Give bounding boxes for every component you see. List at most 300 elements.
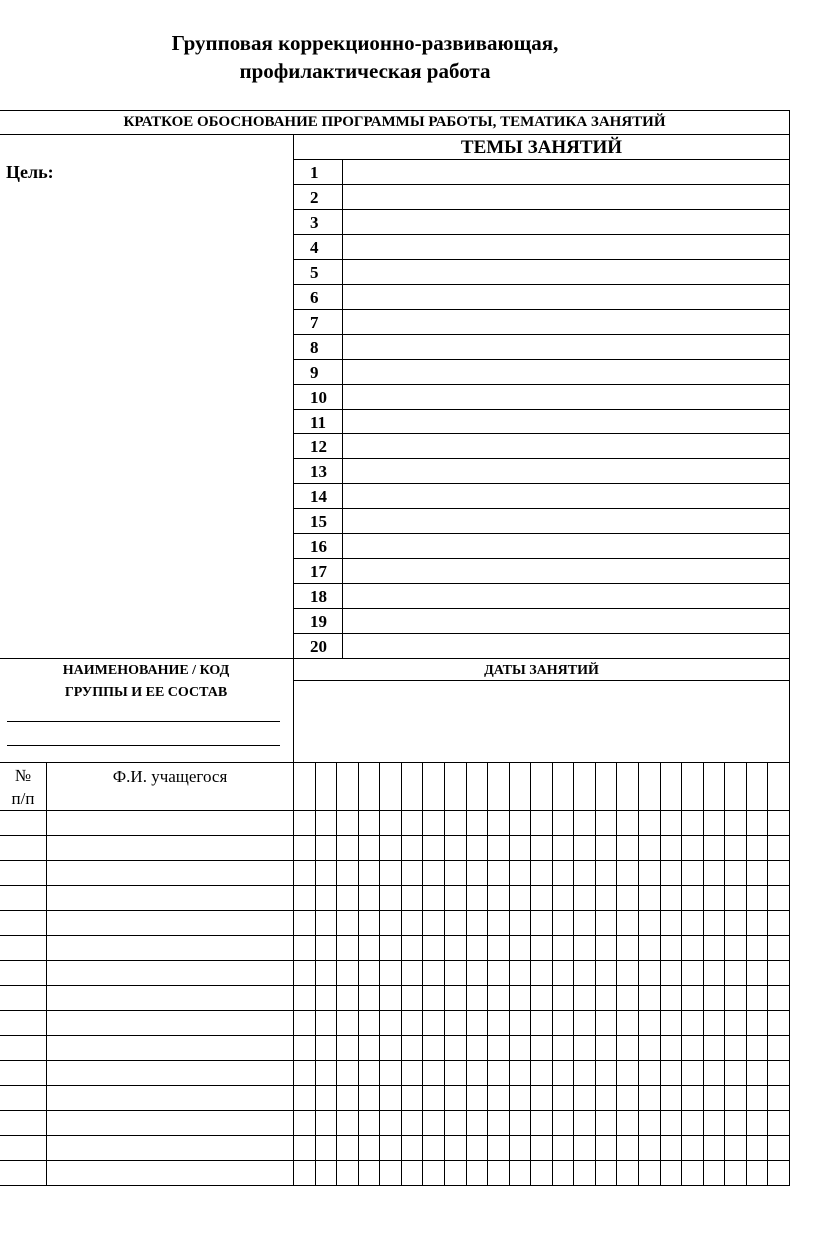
row-number-cell[interactable] <box>0 1161 46 1185</box>
attendance-cell[interactable] <box>445 1011 466 1035</box>
attendance-cell[interactable] <box>467 1086 488 1110</box>
attendance-cell[interactable] <box>423 936 444 960</box>
student-name-cell[interactable] <box>47 1111 293 1135</box>
attendance-cell[interactable] <box>380 1011 401 1035</box>
attendance-cell[interactable] <box>488 1061 509 1085</box>
student-name-cell[interactable] <box>47 911 293 935</box>
attendance-cell[interactable] <box>639 936 660 960</box>
attendance-cell[interactable] <box>661 911 682 935</box>
attendance-cell[interactable] <box>747 1061 768 1085</box>
attendance-cell[interactable] <box>510 811 531 835</box>
attendance-cell[interactable] <box>337 1136 358 1160</box>
attendance-cell[interactable] <box>467 836 488 860</box>
attendance-cell[interactable] <box>661 961 682 985</box>
topic-field[interactable] <box>344 310 788 334</box>
attendance-cell[interactable] <box>574 1036 595 1060</box>
attendance-cell[interactable] <box>639 1161 660 1185</box>
attendance-cell[interactable] <box>661 886 682 910</box>
attendance-cell[interactable] <box>768 861 789 885</box>
attendance-cell[interactable] <box>402 936 423 960</box>
attendance-cell[interactable] <box>337 986 358 1010</box>
student-name-cell[interactable] <box>47 1086 293 1110</box>
attendance-cell[interactable] <box>488 961 509 985</box>
attendance-cell[interactable] <box>316 861 337 885</box>
attendance-cell[interactable] <box>445 836 466 860</box>
attendance-cell[interactable] <box>704 1111 725 1135</box>
attendance-cell[interactable] <box>445 986 466 1010</box>
attendance-cell[interactable] <box>380 1161 401 1185</box>
attendance-cell[interactable] <box>359 836 380 860</box>
attendance-cell[interactable] <box>639 1011 660 1035</box>
attendance-cell[interactable] <box>768 986 789 1010</box>
attendance-cell[interactable] <box>488 861 509 885</box>
topic-field[interactable] <box>344 559 788 583</box>
student-name-cell[interactable] <box>47 836 293 860</box>
attendance-cell[interactable] <box>661 1161 682 1185</box>
attendance-cell[interactable] <box>488 1111 509 1135</box>
attendance-cell[interactable] <box>725 1061 746 1085</box>
attendance-cell[interactable] <box>596 811 617 835</box>
attendance-cell[interactable] <box>747 961 768 985</box>
attendance-cell[interactable] <box>596 1161 617 1185</box>
attendance-cell[interactable] <box>423 1011 444 1035</box>
attendance-cell[interactable] <box>467 1036 488 1060</box>
date-header-cell[interactable] <box>359 763 380 810</box>
attendance-cell[interactable] <box>445 936 466 960</box>
attendance-cell[interactable] <box>380 1061 401 1085</box>
attendance-cell[interactable] <box>423 1161 444 1185</box>
attendance-cell[interactable] <box>380 1036 401 1060</box>
attendance-cell[interactable] <box>510 1136 531 1160</box>
topic-field[interactable] <box>344 410 788 434</box>
attendance-cell[interactable] <box>294 911 315 935</box>
student-name-cell[interactable] <box>47 886 293 910</box>
attendance-cell[interactable] <box>617 1111 638 1135</box>
date-header-cell[interactable] <box>617 763 638 810</box>
attendance-cell[interactable] <box>553 1086 574 1110</box>
attendance-cell[interactable] <box>445 1111 466 1135</box>
attendance-cell[interactable] <box>553 1061 574 1085</box>
attendance-cell[interactable] <box>704 936 725 960</box>
attendance-cell[interactable] <box>423 886 444 910</box>
attendance-cell[interactable] <box>661 1011 682 1035</box>
attendance-cell[interactable] <box>725 1036 746 1060</box>
topic-field[interactable] <box>344 360 788 384</box>
attendance-cell[interactable] <box>359 1086 380 1110</box>
attendance-cell[interactable] <box>294 1061 315 1085</box>
row-number-cell[interactable] <box>0 986 46 1010</box>
row-number-cell[interactable] <box>0 911 46 935</box>
attendance-cell[interactable] <box>402 886 423 910</box>
attendance-cell[interactable] <box>682 1136 703 1160</box>
attendance-cell[interactable] <box>725 911 746 935</box>
attendance-cell[interactable] <box>510 1161 531 1185</box>
attendance-cell[interactable] <box>596 911 617 935</box>
attendance-cell[interactable] <box>510 1061 531 1085</box>
attendance-cell[interactable] <box>574 861 595 885</box>
attendance-cell[interactable] <box>747 1086 768 1110</box>
attendance-cell[interactable] <box>704 811 725 835</box>
student-name-cell[interactable] <box>47 1136 293 1160</box>
group-code-field[interactable] <box>7 727 279 745</box>
attendance-cell[interactable] <box>747 936 768 960</box>
attendance-cell[interactable] <box>445 961 466 985</box>
attendance-cell[interactable] <box>574 911 595 935</box>
attendance-cell[interactable] <box>423 1086 444 1110</box>
student-name-cell[interactable] <box>47 861 293 885</box>
attendance-cell[interactable] <box>617 911 638 935</box>
attendance-cell[interactable] <box>682 1111 703 1135</box>
attendance-cell[interactable] <box>531 936 552 960</box>
attendance-cell[interactable] <box>316 1011 337 1035</box>
attendance-cell[interactable] <box>596 861 617 885</box>
attendance-cell[interactable] <box>380 861 401 885</box>
attendance-cell[interactable] <box>574 886 595 910</box>
attendance-cell[interactable] <box>661 1036 682 1060</box>
student-name-cell[interactable] <box>47 1061 293 1085</box>
date-header-cell[interactable] <box>768 763 789 810</box>
attendance-cell[interactable] <box>639 836 660 860</box>
student-name-cell[interactable] <box>47 1011 293 1035</box>
topic-field[interactable] <box>344 584 788 608</box>
attendance-cell[interactable] <box>467 1011 488 1035</box>
date-header-cell[interactable] <box>423 763 444 810</box>
student-name-cell[interactable] <box>47 936 293 960</box>
attendance-cell[interactable] <box>445 1136 466 1160</box>
attendance-cell[interactable] <box>574 936 595 960</box>
attendance-cell[interactable] <box>704 961 725 985</box>
attendance-cell[interactable] <box>510 911 531 935</box>
attendance-cell[interactable] <box>768 886 789 910</box>
attendance-cell[interactable] <box>488 1161 509 1185</box>
date-header-cell[interactable] <box>402 763 423 810</box>
attendance-cell[interactable] <box>316 1136 337 1160</box>
attendance-cell[interactable] <box>768 1011 789 1035</box>
attendance-cell[interactable] <box>725 1011 746 1035</box>
attendance-cell[interactable] <box>402 961 423 985</box>
attendance-cell[interactable] <box>294 886 315 910</box>
date-header-cell[interactable] <box>747 763 768 810</box>
attendance-cell[interactable] <box>596 1036 617 1060</box>
attendance-cell[interactable] <box>725 861 746 885</box>
attendance-cell[interactable] <box>768 936 789 960</box>
attendance-cell[interactable] <box>617 1136 638 1160</box>
attendance-cell[interactable] <box>445 1036 466 1060</box>
attendance-cell[interactable] <box>423 1111 444 1135</box>
attendance-cell[interactable] <box>337 911 358 935</box>
attendance-cell[interactable] <box>661 1111 682 1135</box>
attendance-cell[interactable] <box>467 911 488 935</box>
attendance-cell[interactable] <box>510 861 531 885</box>
attendance-cell[interactable] <box>661 836 682 860</box>
attendance-cell[interactable] <box>488 911 509 935</box>
attendance-cell[interactable] <box>423 1036 444 1060</box>
attendance-cell[interactable] <box>294 811 315 835</box>
attendance-cell[interactable] <box>488 1011 509 1035</box>
attendance-cell[interactable] <box>402 986 423 1010</box>
attendance-cell[interactable] <box>402 861 423 885</box>
attendance-cell[interactable] <box>531 836 552 860</box>
date-header-cell[interactable] <box>467 763 488 810</box>
row-number-cell[interactable] <box>0 936 46 960</box>
date-header-cell[interactable] <box>337 763 358 810</box>
attendance-cell[interactable] <box>531 1086 552 1110</box>
attendance-cell[interactable] <box>294 1161 315 1185</box>
row-number-cell[interactable] <box>0 811 46 835</box>
row-number-cell[interactable] <box>0 1011 46 1035</box>
attendance-cell[interactable] <box>445 811 466 835</box>
topic-field[interactable] <box>344 210 788 234</box>
attendance-cell[interactable] <box>488 836 509 860</box>
attendance-cell[interactable] <box>617 836 638 860</box>
attendance-cell[interactable] <box>553 961 574 985</box>
attendance-cell[interactable] <box>316 986 337 1010</box>
attendance-cell[interactable] <box>747 986 768 1010</box>
attendance-cell[interactable] <box>725 886 746 910</box>
topic-field[interactable] <box>344 534 788 558</box>
row-number-cell[interactable] <box>0 836 46 860</box>
attendance-cell[interactable] <box>768 911 789 935</box>
attendance-cell[interactable] <box>531 1161 552 1185</box>
attendance-cell[interactable] <box>423 836 444 860</box>
topic-field[interactable] <box>344 385 788 409</box>
attendance-cell[interactable] <box>704 1161 725 1185</box>
attendance-cell[interactable] <box>617 1011 638 1035</box>
attendance-cell[interactable] <box>316 1036 337 1060</box>
attendance-cell[interactable] <box>510 986 531 1010</box>
attendance-cell[interactable] <box>359 811 380 835</box>
attendance-cell[interactable] <box>596 1111 617 1135</box>
attendance-cell[interactable] <box>467 1161 488 1185</box>
attendance-cell[interactable] <box>510 836 531 860</box>
attendance-cell[interactable] <box>574 1086 595 1110</box>
attendance-cell[interactable] <box>488 811 509 835</box>
student-name-cell[interactable] <box>47 986 293 1010</box>
attendance-cell[interactable] <box>294 836 315 860</box>
attendance-cell[interactable] <box>553 986 574 1010</box>
attendance-cell[interactable] <box>467 986 488 1010</box>
attendance-cell[interactable] <box>510 936 531 960</box>
row-number-cell[interactable] <box>0 961 46 985</box>
attendance-cell[interactable] <box>294 961 315 985</box>
attendance-cell[interactable] <box>617 1086 638 1110</box>
topic-field[interactable] <box>344 335 788 359</box>
attendance-cell[interactable] <box>337 1061 358 1085</box>
attendance-cell[interactable] <box>445 1086 466 1110</box>
attendance-cell[interactable] <box>402 1011 423 1035</box>
attendance-cell[interactable] <box>337 1086 358 1110</box>
attendance-cell[interactable] <box>316 1111 337 1135</box>
attendance-cell[interactable] <box>553 811 574 835</box>
attendance-cell[interactable] <box>596 836 617 860</box>
attendance-cell[interactable] <box>316 886 337 910</box>
attendance-cell[interactable] <box>639 1061 660 1085</box>
attendance-cell[interactable] <box>768 1036 789 1060</box>
attendance-cell[interactable] <box>661 1086 682 1110</box>
topic-field[interactable] <box>344 285 788 309</box>
attendance-cell[interactable] <box>359 1061 380 1085</box>
date-header-cell[interactable] <box>639 763 660 810</box>
attendance-cell[interactable] <box>445 1161 466 1185</box>
attendance-cell[interactable] <box>294 986 315 1010</box>
attendance-cell[interactable] <box>768 1111 789 1135</box>
attendance-cell[interactable] <box>639 1136 660 1160</box>
attendance-cell[interactable] <box>747 836 768 860</box>
date-header-cell[interactable] <box>661 763 682 810</box>
attendance-cell[interactable] <box>574 1161 595 1185</box>
attendance-cell[interactable] <box>617 936 638 960</box>
topic-field[interactable] <box>344 509 788 533</box>
attendance-cell[interactable] <box>682 911 703 935</box>
attendance-cell[interactable] <box>316 1161 337 1185</box>
attendance-cell[interactable] <box>596 1061 617 1085</box>
topic-field[interactable] <box>344 634 788 658</box>
attendance-cell[interactable] <box>445 861 466 885</box>
attendance-cell[interactable] <box>531 1036 552 1060</box>
attendance-cell[interactable] <box>402 1111 423 1135</box>
attendance-cell[interactable] <box>704 1036 725 1060</box>
attendance-cell[interactable] <box>639 1036 660 1060</box>
attendance-cell[interactable] <box>380 1086 401 1110</box>
attendance-cell[interactable] <box>488 886 509 910</box>
row-number-cell[interactable] <box>0 886 46 910</box>
attendance-cell[interactable] <box>682 961 703 985</box>
attendance-cell[interactable] <box>553 1036 574 1060</box>
attendance-cell[interactable] <box>316 936 337 960</box>
attendance-cell[interactable] <box>467 961 488 985</box>
attendance-cell[interactable] <box>380 1111 401 1135</box>
attendance-cell[interactable] <box>768 1086 789 1110</box>
attendance-cell[interactable] <box>596 1086 617 1110</box>
attendance-cell[interactable] <box>682 1061 703 1085</box>
topic-field[interactable] <box>344 260 788 284</box>
attendance-cell[interactable] <box>316 836 337 860</box>
attendance-cell[interactable] <box>639 911 660 935</box>
attendance-cell[interactable] <box>359 861 380 885</box>
attendance-cell[interactable] <box>596 886 617 910</box>
attendance-cell[interactable] <box>704 1011 725 1035</box>
student-name-cell[interactable] <box>47 1036 293 1060</box>
date-header-cell[interactable] <box>488 763 509 810</box>
attendance-cell[interactable] <box>337 811 358 835</box>
attendance-cell[interactable] <box>467 861 488 885</box>
attendance-cell[interactable] <box>380 1136 401 1160</box>
attendance-cell[interactable] <box>531 886 552 910</box>
attendance-cell[interactable] <box>747 1111 768 1135</box>
attendance-cell[interactable] <box>316 911 337 935</box>
row-number-cell[interactable] <box>0 1111 46 1135</box>
attendance-cell[interactable] <box>768 811 789 835</box>
attendance-cell[interactable] <box>467 1111 488 1135</box>
attendance-cell[interactable] <box>682 1161 703 1185</box>
attendance-cell[interactable] <box>380 886 401 910</box>
attendance-cell[interactable] <box>596 936 617 960</box>
date-header-cell[interactable] <box>510 763 531 810</box>
attendance-cell[interactable] <box>639 1111 660 1135</box>
attendance-cell[interactable] <box>704 861 725 885</box>
attendance-cell[interactable] <box>596 986 617 1010</box>
date-header-cell[interactable] <box>445 763 466 810</box>
attendance-cell[interactable] <box>704 911 725 935</box>
attendance-cell[interactable] <box>380 936 401 960</box>
topic-field[interactable] <box>344 185 788 209</box>
attendance-cell[interactable] <box>682 1011 703 1035</box>
attendance-cell[interactable] <box>661 986 682 1010</box>
attendance-cell[interactable] <box>510 886 531 910</box>
attendance-cell[interactable] <box>337 1111 358 1135</box>
attendance-cell[interactable] <box>402 1161 423 1185</box>
attendance-cell[interactable] <box>531 861 552 885</box>
attendance-cell[interactable] <box>704 836 725 860</box>
attendance-cell[interactable] <box>725 961 746 985</box>
attendance-cell[interactable] <box>402 911 423 935</box>
attendance-cell[interactable] <box>747 1036 768 1060</box>
attendance-cell[interactable] <box>467 1061 488 1085</box>
attendance-cell[interactable] <box>337 836 358 860</box>
attendance-cell[interactable] <box>488 936 509 960</box>
attendance-cell[interactable] <box>402 1061 423 1085</box>
attendance-cell[interactable] <box>510 961 531 985</box>
attendance-cell[interactable] <box>359 986 380 1010</box>
attendance-cell[interactable] <box>359 961 380 985</box>
attendance-cell[interactable] <box>531 1136 552 1160</box>
date-header-cell[interactable] <box>531 763 552 810</box>
attendance-cell[interactable] <box>294 1086 315 1110</box>
attendance-cell[interactable] <box>617 811 638 835</box>
row-number-cell[interactable] <box>0 861 46 885</box>
attendance-cell[interactable] <box>380 961 401 985</box>
attendance-cell[interactable] <box>553 1136 574 1160</box>
attendance-cell[interactable] <box>661 936 682 960</box>
student-name-cell[interactable] <box>47 961 293 985</box>
attendance-cell[interactable] <box>402 1136 423 1160</box>
attendance-cell[interactable] <box>682 861 703 885</box>
attendance-cell[interactable] <box>747 911 768 935</box>
attendance-cell[interactable] <box>661 861 682 885</box>
attendance-cell[interactable] <box>682 811 703 835</box>
attendance-cell[interactable] <box>359 1136 380 1160</box>
topic-field[interactable] <box>344 484 788 508</box>
group-name-field[interactable] <box>7 703 279 721</box>
attendance-cell[interactable] <box>617 986 638 1010</box>
attendance-cell[interactable] <box>359 936 380 960</box>
attendance-cell[interactable] <box>617 1161 638 1185</box>
attendance-cell[interactable] <box>768 961 789 985</box>
attendance-cell[interactable] <box>704 1136 725 1160</box>
attendance-cell[interactable] <box>617 861 638 885</box>
date-header-cell[interactable] <box>682 763 703 810</box>
attendance-cell[interactable] <box>768 1161 789 1185</box>
attendance-cell[interactable] <box>423 986 444 1010</box>
attendance-cell[interactable] <box>294 1036 315 1060</box>
attendance-cell[interactable] <box>488 1086 509 1110</box>
attendance-cell[interactable] <box>337 886 358 910</box>
attendance-cell[interactable] <box>617 1036 638 1060</box>
attendance-cell[interactable] <box>747 886 768 910</box>
attendance-cell[interactable] <box>596 1136 617 1160</box>
attendance-cell[interactable] <box>725 1086 746 1110</box>
student-name-cell[interactable] <box>47 1161 293 1185</box>
attendance-cell[interactable] <box>359 886 380 910</box>
attendance-cell[interactable] <box>423 1061 444 1085</box>
attendance-cell[interactable] <box>617 886 638 910</box>
attendance-cell[interactable] <box>768 836 789 860</box>
attendance-cell[interactable] <box>574 986 595 1010</box>
attendance-cell[interactable] <box>510 1111 531 1135</box>
attendance-cell[interactable] <box>402 836 423 860</box>
attendance-cell[interactable] <box>704 1086 725 1110</box>
attendance-cell[interactable] <box>639 961 660 985</box>
